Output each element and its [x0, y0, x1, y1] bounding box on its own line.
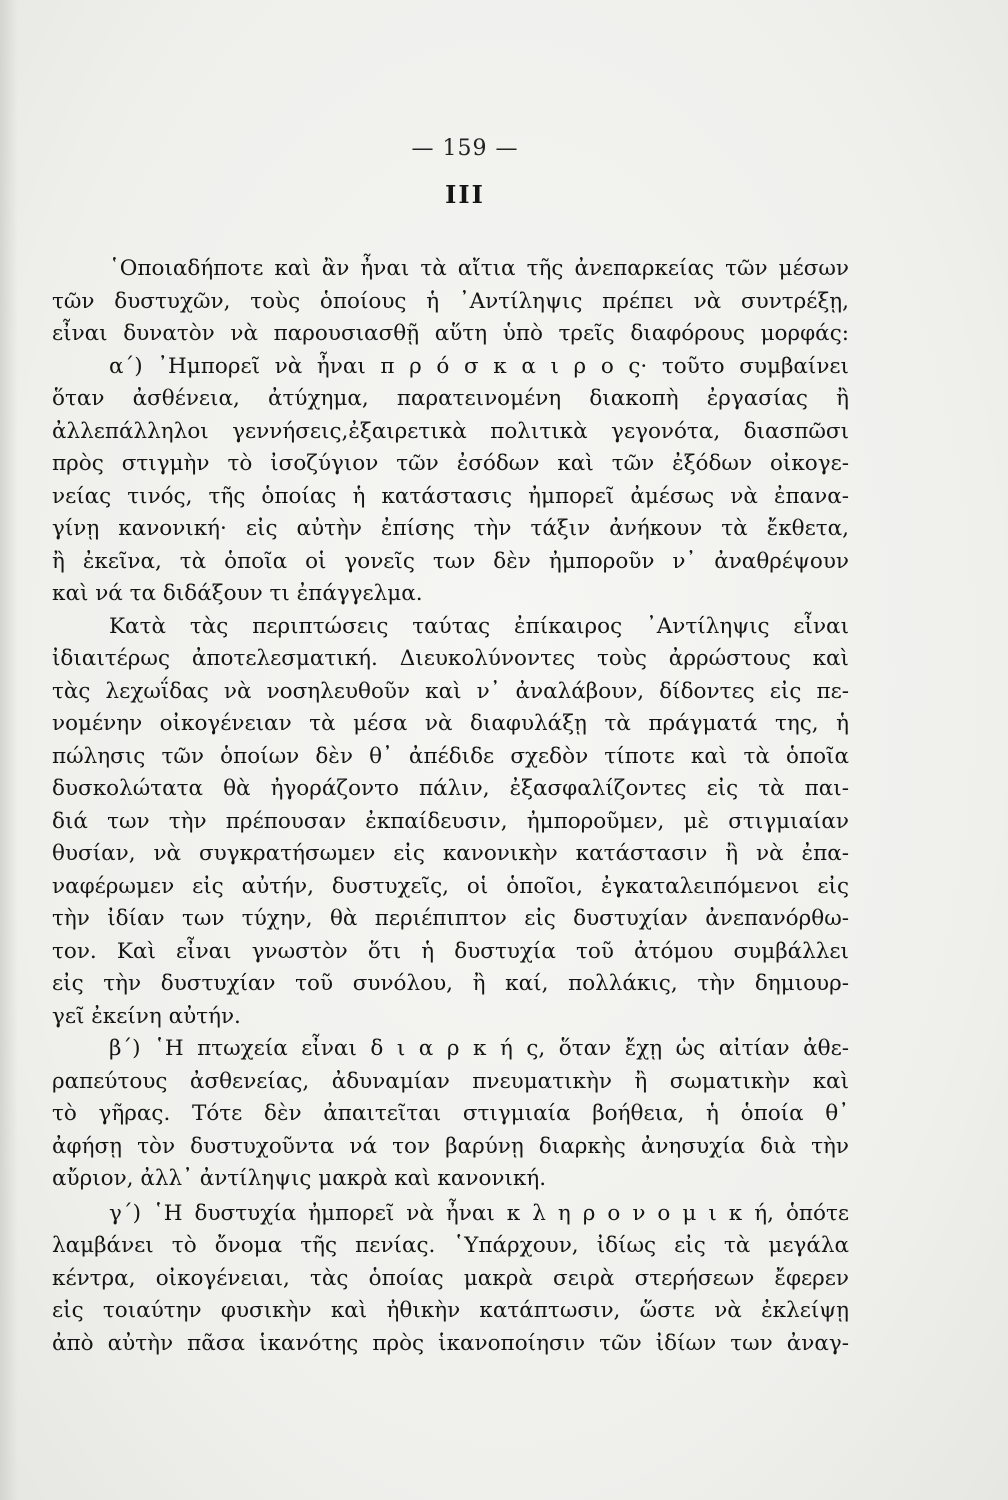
text-line: α΄) ᾿Ημπορεῖ νὰ ἦναι π ρ ό σ κ α ι ρ ο ς· τοῦτο συμβαίνει [109, 353, 849, 379]
text-line: θυσίαν, νὰ συγκρατήσωμεν εἰς κανονικὴν κατάστασιν ἢ νὰ ἐπα- [52, 841, 849, 866]
text-line: αὔριον, ἀλλ᾿ ἀντίληψις μακρὰ καὶ κανονική. [52, 1166, 547, 1191]
text-line: εἶναι δυνατὸν νὰ παρουσιασθῇ αὕτη ὑπὸ τρεῖς διαφόρους μορφάς: [52, 321, 849, 346]
text-line: ναφέρωμεν εἰς αὐτήν, δυστυχεῖς, οἱ ὁποῖοι, ἐγκαταλειπόμενοι εἰς [52, 873, 849, 899]
text-line: β΄) ῾Η πτωχεία εἶναι δ ι α ρ κ ή ς, ὅταν ἔχῃ ὡς αἰτίαν ἀθε- [109, 1036, 849, 1061]
section-heading: III [445, 180, 485, 209]
text-line: τὸ γῆρας. Τότε δὲν ἀπαιτεῖται στιγμιαία βοήθεια, ἡ ὁποία θ᾿ [52, 1101, 849, 1126]
text-line: πρὸς στιγμὴν τὸ ἰσοζύγιον τῶν ἐσόδων καὶ τῶν ἐξόδων οἰκογε- [52, 451, 849, 476]
text-line: ῾Οποιαδήποτε καὶ ἂν ἦναι τὰ αἴτια τῆς ἀνεπαρκείας τῶν μέσων [109, 256, 849, 281]
page-number: — 159 — [411, 136, 519, 161]
text-line: τῶν δυστυχῶν, τοὺς ὁποίους ἡ ᾿Αντίληψις πρέπει νὰ συντρέξῃ, [52, 288, 849, 314]
text-line: κέντρα, οἰκογένειαι, τὰς ὁποίας μακρὰ σειρὰ στερήσεων ἔφερεν [52, 1265, 849, 1291]
text-line: γίνῃ κανονική· εἰς αὐτὴν ἐπίσης τὴν τάξιν ἀνήκουν τὰ ἔκθετα, [52, 516, 849, 541]
text-line: εἰς τὴν δυστυχίαν τοῦ συνόλου, ἢ καί, πολλάκις, τὴν δημιουρ- [52, 971, 849, 996]
spine-shadow [0, 0, 18, 1500]
text-line: ἀφήσῃ τὸν δυστυχοῦντα νά τον βαρύνῃ διαρκὴς ἀνησυχία διὰ τὴν [52, 1133, 849, 1159]
text-line: τὴν ἰδίαν των τύχην, θὰ περιέπιπτον εἰς δυστυχίαν ἀνεπανόρθω- [52, 906, 849, 931]
text-line: τὰς λεχωΐδας νὰ νοσηλευθοῦν καὶ ν᾿ ἀναλάβουν, δίδοντες εἰς πε- [52, 678, 849, 704]
text-line: δυσκολώτατα θὰ ἠγοράζοντο πάλιν, ἐξασφαλίζοντες εἰς τὰ παι- [52, 776, 849, 801]
text-line: διά των τὴν πρέπουσαν ἐκπαίδευσιν, ἠμποροῦμεν, μὲ στιγμιαίαν [52, 808, 849, 834]
text-line: νομένην οἰκογένειαν τὰ μέσα νὰ διαφυλάξῃ τὰ πράγματά της, ἡ [52, 711, 849, 736]
text-line: πώλησις τῶν ὁποίων δὲν θ᾿ ἀπέδιδε σχεδὸν τίποτε καὶ τὰ ὁποῖα [52, 743, 849, 769]
text-line: ἀπὸ αὐτὴν πᾶσα ἱκανότης πρὸς ἱκανοποίησιν τῶν ἰδίων των ἀναγ- [52, 1330, 849, 1356]
text-line: Κατὰ τὰς περιπτώσεις ταύτας ἐπίκαιρος ᾿Αντίληψις εἶναι [109, 613, 849, 639]
body-text [52, 253, 849, 1360]
text-line: ἀλλεπάλληλοι γεννήσεις,ἐξαιρετικὰ πολιτικὰ γεγονότα, διασπῶσι [52, 418, 849, 444]
text-line: ὅταν ἀσθένεια, ἀτύχημα, παρατεινομένη διακοπὴ ἐργασίας ἢ [52, 386, 849, 411]
text-line: λαμβάνει τὸ ὄνομα τῆς πενίας. ῾Υπάρχουν, ἰδίως εἰς τὰ μεγάλα [52, 1233, 849, 1258]
text-line: τον. Καὶ εἶναι γνωστὸν ὅτι ἡ δυστυχία τοῦ ἀτόμου συμβάλλει [52, 938, 849, 964]
text-line: ραπεύτους ἀσθενείας, ἀδυναμίαν πνευματικὴν ἢ σωματικὴν καὶ [52, 1068, 849, 1094]
text-line: γεῖ ἐκείνη αὐτήν. [52, 1003, 241, 1029]
text-line: ἢ ἐκεῖνα, τὰ ὁποῖα οἱ γονεῖς των δὲν ἠμποροῦν ν᾿ ἀναθρέψουν [52, 548, 849, 574]
text-line: ἰδιαιτέρως ἀποτελεσματική. Διευκολύνοντες τοὺς ἀρρώστους καὶ [52, 646, 849, 671]
text-line: νείας τινός, τῆς ὁποίας ἡ κατάστασις ἠμπορεῖ ἀμέσως νὰ ἐπανα- [52, 483, 849, 509]
text-line: γ΄) ῾Η δυστυχία ἠμπορεῖ νὰ ἦναι κ λ η ρ ο ν ο μ ι κ ή, ὁπότε [109, 1200, 849, 1226]
text-line: εἰς τοιαύτην φυσικὴν καὶ ἠθικὴν κατάπτωσιν, ὥστε νὰ ἐκλείψῃ [52, 1298, 849, 1323]
text-line: καὶ νά τα διδάξουν τι ἐπάγγελμα. [52, 581, 423, 606]
